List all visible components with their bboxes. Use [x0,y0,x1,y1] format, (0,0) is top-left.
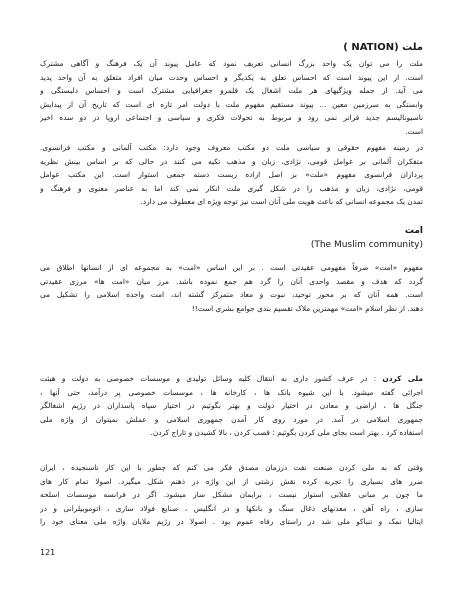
text-line: در زمینه مفهوم حقوقی و سیاسی ملت دو مکتب معروف وجود دارد: مکتب آلمانی و مکتب فرانسوی. [40,143,423,152]
text-line: قومی، نژادی، زبان و مذهب را در شکل گیری ملت انکار نمی کند اما به عناصر معنوی و فرهنگ و [40,183,423,193]
heading-nation [343,42,423,53]
text-line: ضرر های بسیاری را تجربه کرده نقش زشتی از این واژه در ذهنم شکل میگیرد. اصولا تمام کار های [40,476,423,486]
paragraph-nation [40,57,423,138]
paragraph-ummah [40,261,423,315]
text-line: است. [405,126,423,136]
text-line: تمدن یک مجموعه انسانی که باعث هویت ملی آنان است نیز توجه ویژه ای معطوف می دارد. [140,197,423,206]
text-line: ایتالیا نمک و تنباکو ملی شد در راستای رفاه عموم بود . اصولا در رژیم ملایان واژه ملی معنای خود را [40,517,423,526]
paragraph-oil-nationalization [40,461,423,529]
text-line: می آید. از جمله ویژگیهای هر ملت اشغال یک قلمرو جغرافیایی مشترک است و احساس دلبستگی و [40,86,423,95]
text-line: گردد که هدف و مقصد واحدی آنان را گرد هم جمع نموده باشد. مرز میان «امت ها» مرزی عقیدتی [40,276,423,286]
text-line: ملی کردن : در عرف کشور داری به انتقال کلیه وسائل تولیدی و موسسات خصوصی به دولت و هیئت [40,374,423,383]
term-nationalization: ملی کردن [382,374,423,383]
text-line: مفهوم «امت» صرفاً مفهومی عقیدتی است . بر این اساس «امت» به مجموعه ای از انسانها اطلاق می [40,263,423,272]
text-line: ناسیونالیسم جدید فراتر نمی رود و مربوط به تحولات فکری و سیاسی و اجتماعی اروپا در دو سده اخیر [40,113,423,122]
heading-nation-en: ( NATION) [343,42,399,53]
text-line: متفکران آلمانی بر عوامل قومی، نژادی، زبان و مذهب تکیه می کنند در حالی که بر اساس بینش نظریه [40,156,423,166]
text-line: وابستگی به سرزمین معین ... پیوند مستقیم مفهوم ملت با دولت امر تازه ای است که تاریخ آن از پیدایش [40,99,423,109]
text-line: ملت را می توان یک واحد بزرگ انسانی تعریف نمود که عامل پیوند آن یک فرهنگ و آگاهی مشترک [40,59,423,68]
paragraph-nation-schools [40,141,423,209]
heading-ummah-en: (The Muslim community) [310,240,423,250]
text-line: پردازان فرانسوی مفهوم «ملت» بر اصل اراده زیست دسته جمعی استوار است. این مکتب عوامل [40,170,423,179]
text-line: وقتی که به ملی کردن صنعت نفت درزمان مصدق فکر می کنم که چطور با این کار ناسنجیده ، ایران [40,463,423,472]
paragraph-nationalization [40,372,423,440]
text-line: ما چون بر مبانی عقلانی استوار نیست ، برایمان مشکل ساز میشود. اگر در فرانسه موسسات اسلحه [40,490,423,499]
text-line: دهند. از نظر اسلام «امت» مهمترین ملاک تقسیم بندی جوامع بشری است!! [191,303,423,313]
text-line: جنگل ها ، اراضی و معادن در اختیار دولت و بهتر بگوئیم در اختیار سپاه پاسداران در رژیم اشغالگر [40,401,423,410]
text-line: است. همه آنان که بر محور توحید، نبوت و معاد متمرکز گشته اند، امت واحده اسلامی را تشکیل می [40,290,423,299]
text-line: سازی ، راه آهن ، معدنهای ذغال سنگ و بانکها و در انگلیس ، صنایع فولاد سازی ، اتوموبیلرانی و در [40,503,423,513]
text-line: است. از این پیوند است که احساس تعلق به یکدیگر و احساس وحدت میان افراد متعلق به آن واحد پدید [40,72,423,82]
text-line: جمهوری اسلامی در آمد. در مورد روی کار آمدن جمهوری اسلامی و عملش نمیتوان از واژه ملی [40,414,423,424]
page-number: 121 [40,548,56,557]
heading-nation-fa: ملت [402,42,423,53]
text-line: اجرائی گفته میشود. با این شیوه بانک ها ، کارخانه ها ، موسسات خصوصی پر درآمد، حتی آنها ، [40,387,423,397]
heading-ummah-fa: امت [404,226,423,236]
text-line: استفاده کرد . بهتر است بجای ملی کردن بگوئیم : قصب کردن ، بالا کشیدن و تاراج کردن. [150,428,423,437]
